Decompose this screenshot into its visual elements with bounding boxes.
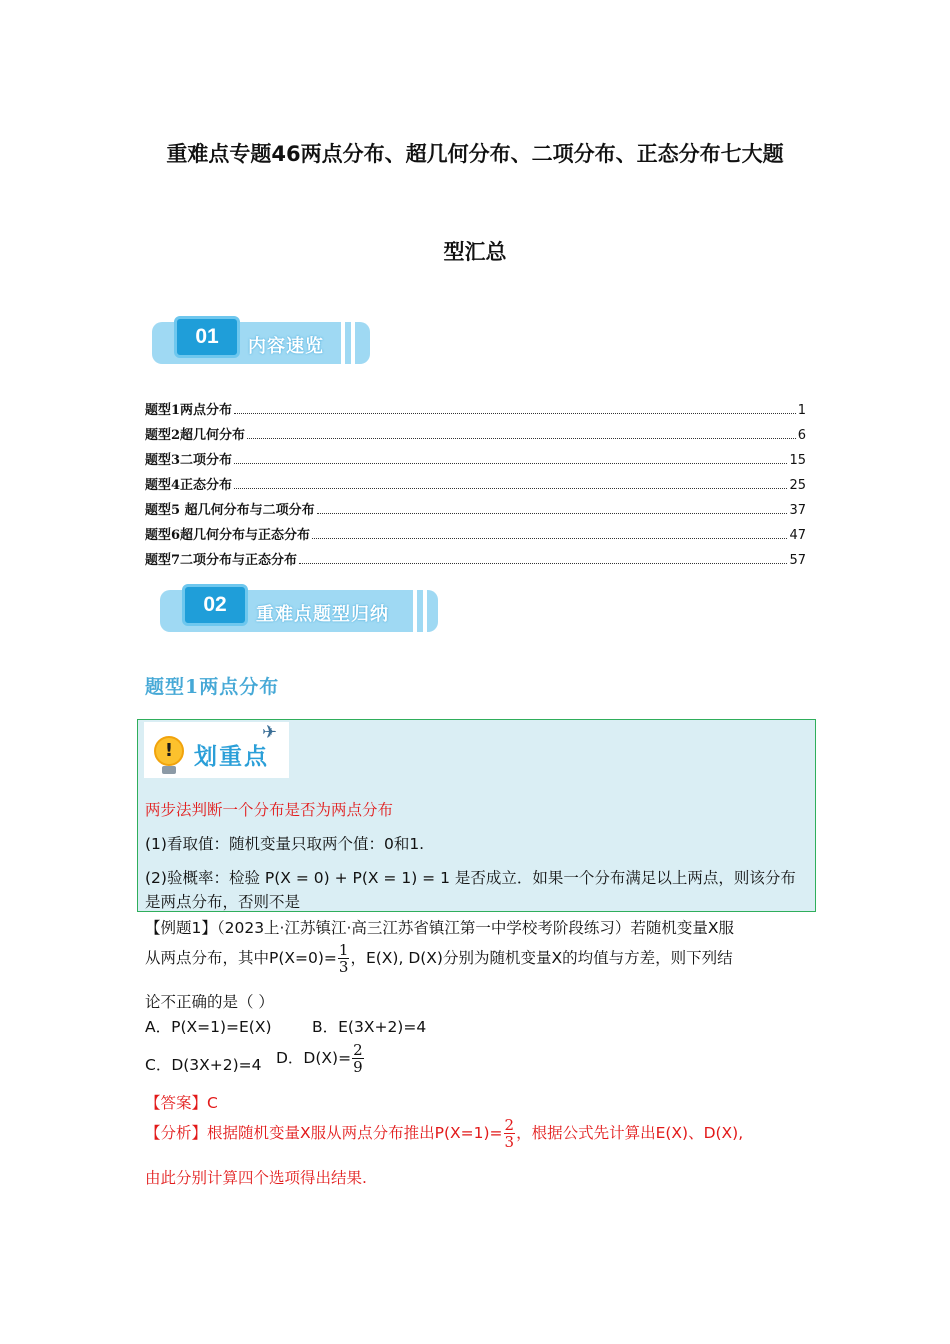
- example-line-3: 论不正确的是（ ）: [145, 993, 274, 1011]
- table-of-contents: [145, 399, 806, 574]
- toc-entry[interactable]: 题型7二项分布与正态分布 57: [145, 553, 806, 568]
- toc-entry[interactable]: 题型2超几何分布 6: [145, 428, 806, 443]
- option-b: B．E(3X+2)=4: [312, 1018, 427, 1036]
- document-title-line-1: 重难点专题46两点分布、超几何分布、二项分布、正态分布七大题: [166, 142, 784, 166]
- banner-number: 02: [182, 584, 248, 626]
- key-point-step1: (1)看取值：随机变量只取两个值：0和1.: [145, 835, 425, 853]
- banner-label: 重难点题型归纳: [256, 604, 389, 625]
- fraction: $\frac{2}{9}$: [353, 1041, 363, 1076]
- key-point-step2: (2)验概率：检验 P(X = 0) + P(X = 1) = 1 是否成立．如果一个分布满足以上两点，则该分布: [145, 869, 796, 887]
- banner-number: 01: [174, 316, 240, 358]
- section-banner-content-overview: [152, 320, 372, 366]
- option-c: C．D(3X+2)=4: [145, 1056, 262, 1074]
- key-point-step2-cont: 是两点分布，否则不是: [145, 893, 301, 911]
- paper-plane-icon: ✈: [262, 722, 278, 743]
- option-a: A．P(X=1)=E(X): [145, 1018, 272, 1036]
- toc-entry[interactable]: 题型4正态分布 25: [145, 478, 806, 493]
- key-point-badge: ! 划重点 ✈: [144, 722, 289, 778]
- section-banner-key-types: [160, 588, 440, 634]
- badge-label: 划重点: [194, 743, 269, 770]
- analysis-line-2: 由此分别计算四个选项得出结果.: [145, 1169, 367, 1187]
- fraction: $\frac{2}{3}$: [504, 1116, 515, 1151]
- toc-entry[interactable]: 题型5 超几何分布与二项分布 37: [145, 503, 806, 518]
- example-line-2: 从两点分布，其中P(X=0)= $\frac{1}{3}$ ，E(X), D(X)分别为随机变量X的均值与方差，则下列结: [145, 941, 733, 976]
- document-title-line-2: 型汇总: [443, 240, 507, 264]
- example-line-1: 【例题1】（2023上·江苏镇江·高三江苏省镇江第一中学校考阶段练习）若随机变量X服: [145, 919, 735, 937]
- section-heading: 题型1两点分布: [145, 676, 280, 698]
- option-d: D．D(X)= $\frac{2}{9}$: [276, 1041, 363, 1076]
- fraction: $\frac{1}{3}$: [338, 941, 349, 976]
- key-point-box: [137, 719, 816, 912]
- key-point-heading: 两步法判断一个分布是否为两点分布: [145, 801, 394, 819]
- toc-entry[interactable]: 题型3二项分布 15: [145, 453, 806, 468]
- analysis-line-1: 【分析】根据随机变量X服从两点分布推出P(X=1)= $\frac{2}{3}$ ，根据公式先计算出E(X)、D(X),: [145, 1116, 744, 1151]
- toc-entry[interactable]: 题型6超几何分布与正态分布 47: [145, 528, 806, 543]
- answer: 【答案】C: [145, 1094, 218, 1112]
- banner-label: 内容速览: [248, 336, 324, 357]
- toc-entry[interactable]: 题型1两点分布 1: [145, 403, 806, 418]
